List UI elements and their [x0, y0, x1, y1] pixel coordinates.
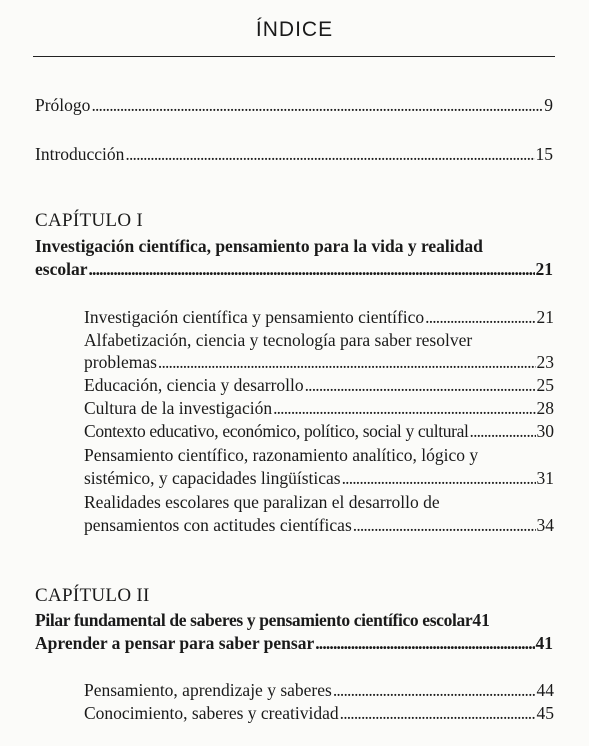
toc-entry[interactable] [84, 467, 554, 489]
toc-entry-prologo[interactable] [35, 94, 553, 116]
toc-entry-introduccion[interactable] [35, 143, 553, 165]
dot-leader [315, 632, 534, 654]
dot-leader [125, 143, 534, 165]
toc-entry-chapter-2[interactable] [35, 609, 553, 631]
toc-entry-title: Contexto educativo, económico, político, social y cultural [84, 421, 469, 441]
toc-entry-page: 21 [535, 259, 553, 279]
dot-leader [340, 702, 536, 724]
toc-entry-line1: Pensamiento científico, razonamiento analítico, lógico y [84, 445, 479, 465]
toc-entry[interactable] [84, 679, 554, 701]
toc-entry-title: escolar [35, 259, 88, 279]
toc-entry-title: pensamientos con actitudes científicas [84, 515, 352, 535]
page-title: ÍNDICE [255, 18, 334, 41]
toc-entry-chapter-2-sub[interactable] [35, 632, 553, 654]
chapter-1-title-line1: Investigación científica, pensamiento para la vida y realidad [35, 236, 483, 256]
dot-leader [305, 374, 536, 396]
toc-entry-page: 41 [472, 610, 490, 630]
toc-entry-title: problemas [84, 352, 157, 372]
toc-entry[interactable] [84, 514, 554, 536]
toc-entry-page: 31 [536, 468, 554, 488]
dot-leader [342, 467, 536, 489]
toc-entry-page: 44 [536, 680, 554, 700]
chapter-1-label: CAPÍTULO I [35, 210, 144, 231]
toc-entry-title: sistémico, y capacidades lingüísticas [84, 468, 341, 488]
toc-entry-page: 45 [536, 703, 554, 723]
toc-entry-page: 30 [536, 421, 554, 441]
toc-entry-title: Educación, ciencia y desarrollo [84, 375, 304, 395]
toc-entry[interactable] [84, 351, 554, 373]
dot-leader [470, 420, 536, 442]
toc-entry-title: Cultura de la investigación [84, 398, 273, 418]
toc-entry-title: Pilar fundamental de saberes y pensamiento científico escolar [35, 610, 473, 630]
dot-leader [158, 351, 536, 373]
toc-entry-page: 23 [536, 352, 554, 372]
toc-entry-page: 28 [536, 398, 554, 418]
toc-entry-title: Prólogo [35, 95, 91, 115]
toc-entry-title: Aprender a pensar para saber pensar [35, 633, 315, 653]
toc-entry-line1: Realidades escolares que paralizan el desarrollo de [84, 492, 440, 512]
dot-leader [333, 679, 536, 701]
toc-entry[interactable] [84, 374, 554, 396]
toc-entry-title: Conocimiento, saberes y creatividad [84, 703, 339, 723]
title-rule [33, 56, 555, 57]
toc-entry-page: 15 [535, 144, 553, 164]
toc-entry-line1: Alfabetización, ciencia y tecnología para saber resolver [84, 330, 473, 350]
toc-entry[interactable] [84, 397, 554, 419]
toc-entry-title: Introducción [35, 144, 125, 164]
toc-entry[interactable] [84, 306, 554, 328]
toc-entry-page: 25 [536, 375, 554, 395]
chapter-2-label: CAPÍTULO II [35, 585, 150, 606]
dot-leader [91, 94, 543, 116]
toc-entry-page: 34 [536, 515, 554, 535]
toc-entry[interactable] [84, 702, 554, 724]
toc-entry-page: 9 [544, 95, 553, 115]
dot-leader [425, 306, 535, 328]
toc-entry-chapter-1[interactable] [35, 258, 553, 280]
dot-leader [273, 397, 535, 419]
toc-entry-page: 21 [536, 307, 554, 327]
dot-leader [353, 514, 536, 536]
dot-leader [88, 258, 534, 280]
toc-entry[interactable] [84, 420, 554, 442]
toc-entry-title: Investigación científica y pensamiento científico [84, 307, 425, 327]
toc-entry-title: Pensamiento, aprendizaje y saberes [84, 680, 332, 700]
toc-entry-page: 41 [535, 633, 553, 653]
